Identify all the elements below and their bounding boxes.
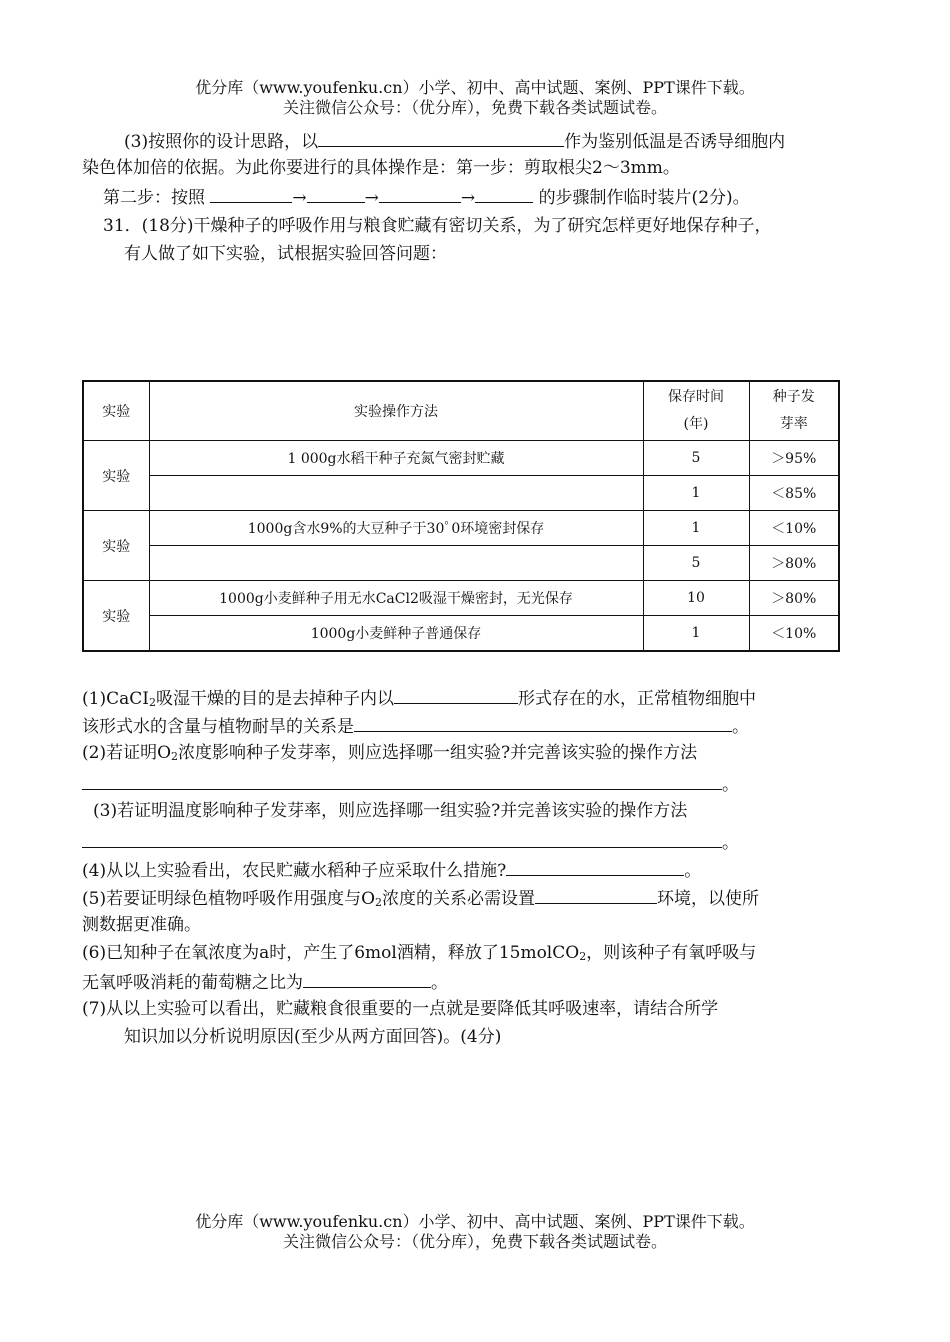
q30-part3-line2: 染色体加倍的依据。为此你要进行的具体操作是：第一步：剪取根尖2～3mm。 <box>82 158 680 178</box>
time-cell: 1 <box>643 511 749 546</box>
rate-cell: ＜10% <box>749 511 839 546</box>
question-7-line2: 知识加以分析说明原因(至少从两方面回答)。(4分) <box>124 1027 502 1047</box>
header-line-2: 关注微信公众号：（优分库），免费下载各类试题试卷。 <box>282 98 667 117</box>
question-3-answer: 。 <box>82 830 739 854</box>
table-row <box>83 581 839 616</box>
answer-blank[interactable] <box>210 185 292 203</box>
answer-blank[interactable] <box>535 886 657 904</box>
rate-cell: ＞80% <box>749 581 839 616</box>
question-1-line1: (1)CaCI$_2$吸湿干燥的目的是去掉种子内以 形式存在的水，正常植物细胞中 <box>82 686 756 714</box>
footer-line-2: 关注微信公众号：（优分库），免费下载各类试题试卷。 <box>282 1232 667 1251</box>
method-cell: 1000g含水9%的大豆种子于30ﾟ0环境密封保存 <box>149 511 643 546</box>
q31-intro-line1: 31．(18分)干燥种子的呼吸作用与粮食贮藏有密切关系，为了研究怎样更好地保存种子， <box>103 216 772 236</box>
table-row <box>83 511 839 546</box>
time-cell: 10 <box>643 581 749 616</box>
table-row <box>83 476 839 511</box>
question-6-line1: (6)已知种子在氧浓度为a时，产生了6mol酒精，释放了15molCO$_2$，则该种子有氧呼吸与 <box>82 943 757 963</box>
header-line-1: 优分库（www.youfenku.cn）小学、初中、高中试题、案例、PPT课件下载。 <box>195 78 755 97</box>
answer-line[interactable] <box>82 772 722 790</box>
rate-cell: ＞80% <box>749 546 839 581</box>
table-row <box>83 616 839 652</box>
question-6-line2: 无氧呼吸消耗的葡萄糖之比为 。 <box>82 970 448 994</box>
group-label: 实验 <box>83 441 149 511</box>
answer-blank[interactable] <box>506 858 684 876</box>
time-cell: 1 <box>643 476 749 511</box>
method-cell: 1000g小麦鲜种子普通保存 <box>149 616 643 652</box>
method-cell-empty[interactable] <box>149 546 643 581</box>
answer-blank[interactable] <box>475 185 533 203</box>
group-label: 实验 <box>83 511 149 581</box>
answer-blank[interactable] <box>379 185 461 203</box>
time-cell: 5 <box>643 546 749 581</box>
answer-blank[interactable] <box>394 686 518 704</box>
table-header-row <box>83 381 839 441</box>
time-cell: 5 <box>643 441 749 476</box>
group-label: 实验 <box>83 581 149 652</box>
q30-step2: 第二步：按照 → → → 的步骤制作临时装片(2分)。 <box>103 185 750 209</box>
rate-cell: ＞95% <box>749 441 839 476</box>
col-experiment-header: 实验 <box>83 381 149 441</box>
col-method-header: 实验操作方法 <box>149 381 643 441</box>
rate-cell: ＜10% <box>749 616 839 652</box>
question-7-line1: (7)从以上实验可以看出，贮藏粮食很重要的一点就是要降低其呼吸速率，请结合所学 <box>82 999 719 1019</box>
answer-blank[interactable] <box>318 129 564 147</box>
method-cell: 1000g小麦鲜种子用无水CaCl2吸湿干燥密封，无光保存 <box>149 581 643 616</box>
rate-cell: ＜85% <box>749 476 839 511</box>
question-3: (3)若证明温度影响种子发芽率，则应选择哪一组实验?并完善该实验的操作方法 <box>93 801 688 821</box>
q30-part3-line1: (3)按照你的设计思路，以 作为鉴别低温是否诱导细胞内 <box>124 129 785 153</box>
question-2: (2)若证明$O_2$浓度影响种子发芽率，则应选择哪一组实验?并完善该实验的操作方法 <box>82 743 698 763</box>
answer-line[interactable] <box>82 830 722 848</box>
q31-intro-line2: 有人做了如下实验，试根据实验回答问题： <box>124 244 447 264</box>
col-rate-header: 种子发 芽率 <box>749 381 839 441</box>
question-2-answer: 。 <box>82 772 739 796</box>
table-row <box>83 441 839 476</box>
col-time-header: 保存时间 (年) <box>643 381 749 441</box>
table-row <box>83 546 839 581</box>
footer-line-1: 优分库（www.youfenku.cn）小学、初中、高中试题、案例、PPT课件下载。 <box>195 1212 755 1231</box>
method-cell: 1 000g水稻干种子充氮气密封贮藏 <box>149 441 643 476</box>
answer-blank[interactable] <box>354 714 732 732</box>
question-1-line2: 该形式水的含量与植物耐旱的关系是 。 <box>82 714 749 738</box>
answer-blank[interactable] <box>307 185 365 203</box>
answer-blank[interactable] <box>303 970 431 988</box>
question-5-line2: 测数据更准确。 <box>82 915 201 935</box>
question-5-line1: (5)若要证明绿色植物呼吸作用强度与$O_2$浓度的关系必需设置 环境，以使所 <box>82 886 759 914</box>
method-cell-empty[interactable] <box>149 476 643 511</box>
question-4: (4)从以上实验看出，农民贮藏水稻种子应采取什么措施? 。 <box>82 858 701 882</box>
time-cell: 1 <box>643 616 749 652</box>
experiment-table <box>82 380 840 652</box>
